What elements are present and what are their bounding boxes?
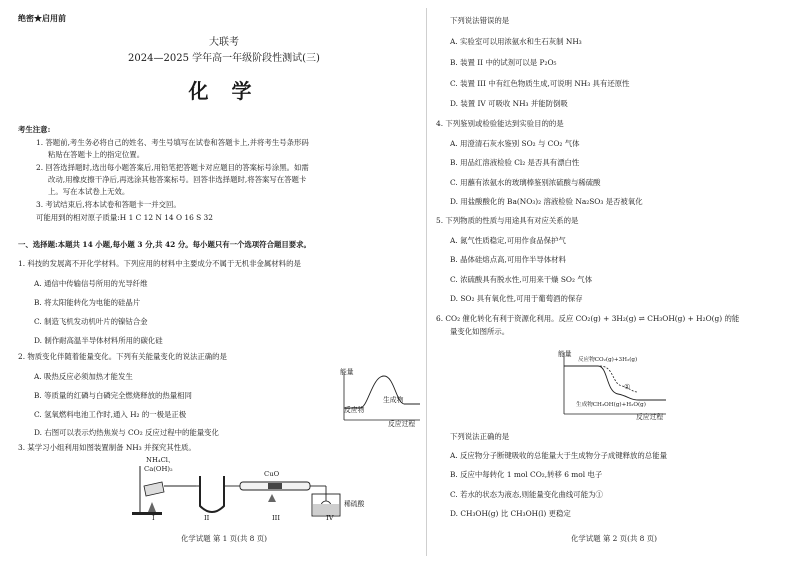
notice-line: 1. 答题前,考生务必将自己的姓名、考生号填写在试卷和答题卡上,并将考生号条形码 (36, 138, 309, 147)
q3-option-a: A. 实验室可以用浓氨水和生石灰制 NH₃ (450, 37, 582, 46)
q4-option-c: C. 用蘸有浓氨水的玻璃棒鉴别浓硫酸与稀硫酸 (450, 178, 601, 187)
q6-option-d: D. CH₃OH(g) 比 CH₃OH(l) 更稳定 (450, 509, 571, 518)
q3-label-4: IV (326, 514, 334, 522)
q6-graph-reactants: 反应物CO₂(g)+3H₂(g) (578, 357, 638, 363)
q6-option-a: A. 反应物分子断键吸收的总能量大于生成物分子成键释放的总能量 (450, 451, 667, 460)
subject-title: 化 学 (188, 79, 260, 103)
q2-option-b: B. 等质量的红磷与白磷完全燃烧释放的热量相同 (34, 391, 192, 400)
q6-stem-line2: 量变化如图所示。 (450, 327, 510, 336)
q1-option-c: C. 制造飞机发动机叶片的镍钴合金 (34, 317, 148, 326)
q2-graph-products: 生成物 (383, 396, 404, 404)
q1-option-d: D. 制作耐高温半导体材料所用的碳化硅 (34, 336, 163, 345)
confidential-label: 绝密★启用前 (18, 13, 66, 23)
q2-graph-reactants: 反应物 (344, 406, 365, 414)
q3-label-2: II (204, 514, 210, 522)
q3-option-b: B. 装置 II 中的试剂可以是 P₂O₅ (450, 58, 557, 67)
q4-option-d: D. 用盐酸酸化的 Ba(NO₃)₂ 溶液检验 Na₂SO₃ 是否被氧化 (450, 197, 643, 206)
page-footer: 化学试题 第 1 页(共 8 页) (180, 534, 268, 543)
q6-question: 下列说法正确的是 (450, 432, 510, 441)
page-divider (426, 8, 427, 556)
q6-graph-products: 生成物CH₃OH(g)+H₂O(g) (576, 402, 646, 408)
q6-option-c: C. 若水的状态为液态,则能量变化曲线可能为① (450, 490, 603, 499)
left-page (18, 0, 420, 566)
q5-stem: 5. 下列物质的性质与用途具有对应关系的是 (436, 216, 579, 225)
q2-graph-xlabel: 反应过程 (388, 420, 416, 428)
q6-graph-ylabel: 能量 (558, 350, 572, 358)
q3-question: 下列说法错误的是 (450, 16, 510, 25)
q5-option-b: B. 晶体硅熔点高,可用作半导体材料 (450, 255, 566, 264)
q2-option-a: A. 吸热反应必须加热才能发生 (34, 372, 133, 381)
notice-line: 2. 回答选择题时,选出每小题答案后,用铅笔把答题卡对应题目的答案标号涂黑。如需 (36, 163, 309, 172)
notice-heading: 考生注意: (18, 125, 51, 134)
q5-option-d: D. SO₂ 具有氧化性,可用于葡萄酒的保存 (450, 294, 583, 303)
q3-reagent-nh4cl: NH₄Cl、 (146, 456, 175, 464)
q3-option-d: D. 装置 IV 可吸收 NH₃ 并能防倒吸 (450, 99, 568, 108)
q3-reagent-caoh2: Ca(OH)₂ (144, 465, 173, 473)
q3-option-c: C. 装置 III 中有红色物质生成,可说明 NH₃ 具有还原性 (450, 79, 630, 88)
q6-option-b: B. 反应中每转化 1 mol CO₂,转移 6 mol 电子 (450, 470, 603, 479)
notice-line: 3. 考试结束后,将本试卷和答题卡一并交回。 (36, 200, 181, 209)
notice-line: 粘贴在答题卡上的指定位置。 (48, 150, 145, 159)
q1-option-b: B. 将太阳能转化为电能的硅晶片 (34, 298, 141, 307)
q3-stem: 3. 某学习小组利用如图装置制备 NH₃ 并探究其性质。 (18, 443, 196, 452)
q3-reagent-cuo: CuO (264, 470, 280, 478)
q3-label-1: I (152, 514, 155, 522)
notice-line: 上。写在本试卷上无效。 (48, 187, 130, 196)
q5-option-c: C. 浓硫酸具有脱水性,可用来干燥 SO₂ 气体 (450, 275, 593, 284)
q2-graph-ylabel: 能量 (340, 368, 354, 376)
organizer-title: 大联考 (209, 37, 239, 48)
page-footer: 化学试题 第 2 页(共 8 页) (570, 534, 658, 543)
notice-line: 改动,用橡皮擦干净后,再选涂其他答案标号。回答非选择题时,将答案写在答题卡 (48, 175, 307, 184)
section-heading: 一、选择题:本题共 14 小题,每小题 3 分,共 42 分。每小题只有一个选项符合题目要求。 (18, 240, 311, 249)
atomic-mass-line: 可能用到的相对原子质量:H 1 C 12 N 14 O 16 S 32 (36, 213, 213, 222)
q1-option-a: A. 通信中传输信号所用的光导纤维 (34, 279, 148, 288)
q1-stem: 1. 科技的发展离不开化学材料。下列应用的材料中主要成分不属于无机非金属材料的是 (18, 259, 301, 268)
q2-stem: 2. 物质变化伴随着能量变化。下列有关能量变化的说法正确的是 (18, 352, 227, 361)
q4-stem: 4. 下列鉴别或检验能达到实验目的的是 (436, 119, 564, 128)
q6-graph-xlabel: 反应过程 (636, 413, 664, 421)
q6-graph-curve-label: ① (624, 383, 631, 391)
q2-option-c: C. 氢氧燃料电池工作时,通入 H₂ 的一极是正极 (34, 410, 187, 419)
q2-option-d: D. 右图可以表示灼热焦炭与 CO₂ 反应过程中的能量变化 (34, 428, 219, 437)
right-page (436, 0, 792, 566)
q3-label-3: III (272, 514, 281, 522)
q4-option-b: B. 用品红溶液检验 Cl₂ 是否具有漂白性 (450, 158, 580, 167)
q5-option-a: A. 氮气性质稳定,可用作食品保护气 (450, 236, 566, 245)
q6-stem-line1: 6. CO₂ 催化转化有利于资源化利用。反应 CO₂(g) + 3H₂(g) ⇌ CH₃OH(g) + H₂O(g) 的能 (436, 314, 740, 323)
exam-title: 2024—2025 学年高一年级阶段性测试(三) (128, 53, 320, 64)
q4-option-a: A. 用澄清石灰水鉴别 SO₂ 与 CO₂ 气体 (450, 139, 580, 148)
q3-reagent-h2so4: 稀硫酸 (344, 500, 365, 508)
